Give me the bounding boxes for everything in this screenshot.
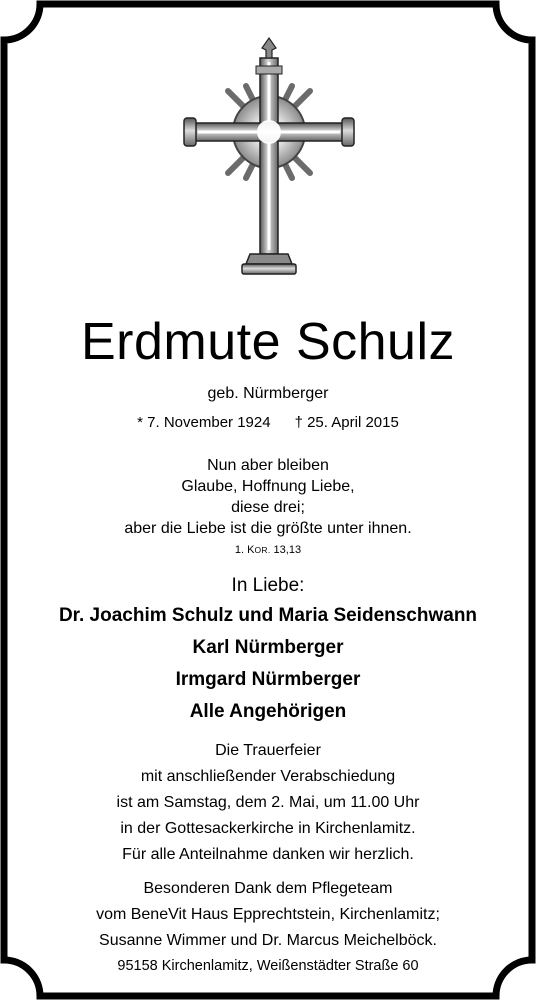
deceased-name: Erdmute Schulz bbox=[80, 313, 456, 371]
family-address: 95158 Kirchenlamitz, Weißenstädter Straße 60 bbox=[117, 958, 419, 974]
maiden-name: geb. Nürmberger bbox=[207, 385, 329, 402]
mourner-name: Alle Angehörigen bbox=[189, 701, 347, 722]
verse-line: Glaube, Hoffnung Liebe, bbox=[181, 478, 355, 495]
service-line: Die Trauerfeier bbox=[215, 742, 321, 759]
verse-line: Nun aber bleiben bbox=[207, 457, 329, 474]
birth-date: * 7. November 1924 bbox=[137, 414, 271, 431]
service-line: ist am Samstag, dem 2. Mai, um 11.00 Uhr bbox=[116, 794, 420, 811]
special-thanks bbox=[0, 876, 536, 954]
special-thanks-line: Besonderen Dank dem Pflegeteam bbox=[143, 880, 393, 897]
special-thanks-line: Susanne Wimmer und Dr. Marcus Meichelböck. bbox=[99, 932, 437, 949]
thanks-text: Für alle Anteilnahme danken wir herzlich. bbox=[122, 846, 414, 863]
ornamental-cross-icon bbox=[180, 36, 358, 282]
verse-line: diese drei; bbox=[231, 499, 305, 516]
mourner-name: Irmgard Nürmberger bbox=[175, 669, 361, 690]
funeral-service-info bbox=[0, 738, 536, 842]
mourner-name: Karl Nürmberger bbox=[192, 637, 344, 658]
service-line: in der Gottesackerkirche in Kirchenlamitz. bbox=[120, 820, 416, 837]
service-line: mit anschließender Verabschiedung bbox=[140, 768, 396, 785]
mourner-name: Dr. Joachim Schulz und Maria Seidenschwann bbox=[58, 605, 478, 626]
bible-verse bbox=[0, 455, 536, 539]
verse-reference: 1. KOR. 13,13 bbox=[234, 544, 302, 556]
in-love-heading: In Liebe: bbox=[231, 575, 305, 596]
special-thanks-line: vom BeneVit Haus Epprechtstein, Kirchenlamitz; bbox=[96, 906, 440, 923]
death-date: † 25. April 2015 bbox=[294, 414, 399, 431]
verse-line: aber die Liebe ist die größte unter ihnen. bbox=[124, 520, 412, 537]
life-dates bbox=[0, 414, 536, 431]
